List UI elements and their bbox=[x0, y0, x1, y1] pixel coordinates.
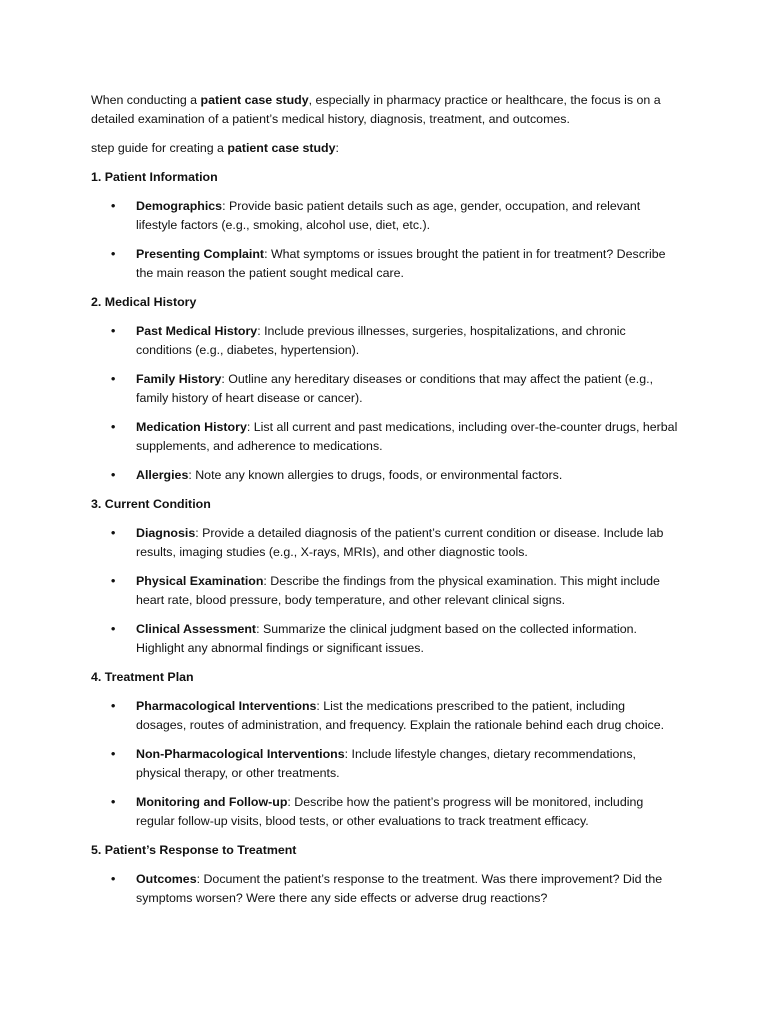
item-text: : Note any known allergies to drugs, foods, or environmental factors. bbox=[188, 468, 563, 482]
bullet-icon: • bbox=[111, 324, 116, 338]
section-heading: 2. Medical History bbox=[91, 295, 197, 309]
item-term: Presenting Complaint bbox=[136, 247, 265, 261]
list-item bbox=[91, 870, 678, 908]
bullet-icon: • bbox=[111, 795, 116, 809]
intro-emphasis: patient case study bbox=[200, 93, 309, 107]
guide-paragraph bbox=[91, 139, 678, 158]
bullet-icon: • bbox=[111, 526, 116, 540]
item-term: Demographics bbox=[136, 199, 223, 213]
bullet-list bbox=[91, 697, 678, 831]
bullet-list bbox=[91, 322, 678, 485]
list-item bbox=[91, 197, 678, 235]
list-item bbox=[91, 524, 678, 562]
item-term: Outcomes bbox=[136, 872, 197, 886]
item-term: Physical Examination bbox=[136, 574, 264, 588]
item-term: Allergies bbox=[136, 468, 189, 482]
bullet-icon: • bbox=[111, 622, 116, 636]
bullet-icon: • bbox=[111, 468, 116, 482]
item-text: : Describe the findings from the physical examination. This might include heart rate, blood pressure, body temperature, and other relevant clinical signs. bbox=[136, 574, 660, 607]
item-text: : Provide a detailed diagnosis of the patient’s current condition or disease. Include lab results, imaging studies (e.g., X-rays, MRIs), and other diagnostic tools. bbox=[136, 526, 664, 559]
item-term: Non-Pharmacological Interventions bbox=[136, 747, 345, 761]
list-item bbox=[91, 697, 678, 735]
item-text: : Outline any hereditary diseases or conditions that may affect the patient (e.g., family history of heart disease or cancer). bbox=[136, 372, 654, 405]
section-heading: 3. Current Condition bbox=[91, 497, 211, 511]
item-text: : Summarize the clinical judgment based on the collected information. Highlight any abnormal findings or significant issues. bbox=[136, 622, 637, 655]
item-text: : Include lifestyle changes, dietary recommendations, physical therapy, or other treatments. bbox=[136, 747, 636, 780]
list-item bbox=[91, 572, 678, 610]
bullet-icon: • bbox=[111, 872, 116, 886]
item-term: Diagnosis bbox=[136, 526, 196, 540]
guide-text-start: step guide for creating a bbox=[91, 141, 228, 155]
list-item bbox=[91, 322, 678, 360]
list-item bbox=[91, 620, 678, 658]
bullet-icon: • bbox=[111, 420, 116, 434]
item-term: Medication History bbox=[136, 420, 247, 434]
list-item bbox=[91, 245, 678, 283]
bullet-list bbox=[91, 870, 678, 908]
bullet-icon: • bbox=[111, 747, 116, 761]
bullet-icon: • bbox=[111, 372, 116, 386]
guide-emphasis: patient case study bbox=[227, 141, 336, 155]
bullet-icon: • bbox=[111, 574, 116, 588]
list-item bbox=[91, 793, 678, 831]
bullet-icon: • bbox=[111, 247, 116, 261]
item-text: : List all current and past medications, including over-the-counter drugs, herbal supplements, and adherence to medications. bbox=[136, 420, 678, 453]
item-term: Clinical Assessment bbox=[136, 622, 257, 636]
item-term: Family History bbox=[136, 372, 222, 386]
bullet-icon: • bbox=[111, 699, 116, 713]
section-heading: 4. Treatment Plan bbox=[91, 670, 194, 684]
item-term: Pharmacological Interventions bbox=[136, 699, 317, 713]
item-term: Past Medical History bbox=[136, 324, 258, 338]
item-text: : Provide basic patient details such as age, gender, occupation, and relevant lifestyle factors (e.g., smoking, alcohol use, diet, etc.). bbox=[136, 199, 641, 232]
item-text: : Describe how the patient’s progress will be monitored, including regular follow-up visits, blood tests, or other evaluations to track treatment efficacy. bbox=[136, 795, 644, 828]
item-text: : Document the patient’s response to the treatment. Was there improvement? Did the symptoms worsen? Were there any side effects or adverse drug reactions? bbox=[136, 872, 663, 905]
section-heading: 5. Patient’s Response to Treatment bbox=[91, 843, 297, 857]
list-item bbox=[91, 745, 678, 783]
guide-text-end: : bbox=[335, 141, 339, 155]
sections-container bbox=[91, 168, 678, 908]
list-item bbox=[91, 466, 678, 485]
list-item bbox=[91, 370, 678, 408]
intro-text-start: When conducting a bbox=[91, 93, 201, 107]
bullet-icon: • bbox=[111, 199, 116, 213]
intro-text-end: , especially in pharmacy practice or healthcare, the focus is on a detailed examination of a patient’s medical history, diagnosis, treatment, and outcomes. bbox=[91, 93, 661, 126]
item-term: Monitoring and Follow-up bbox=[136, 795, 288, 809]
bullet-list bbox=[91, 197, 678, 283]
item-text: : What symptoms or issues brought the patient in for treatment? Describe the main reason the patient sought medical care. bbox=[136, 247, 666, 280]
intro-paragraph bbox=[91, 91, 678, 129]
section-heading: 1. Patient Information bbox=[91, 170, 218, 184]
item-text: : List the medications prescribed to the patient, including dosages, routes of administration, and frequency. Explain the rationale behind each drug choice. bbox=[136, 699, 665, 732]
item-text: : Include previous illnesses, surgeries, hospitalizations, and chronic conditions (e.g., diabetes, hypertension). bbox=[136, 324, 626, 357]
list-item bbox=[91, 418, 678, 456]
bullet-list bbox=[91, 524, 678, 658]
